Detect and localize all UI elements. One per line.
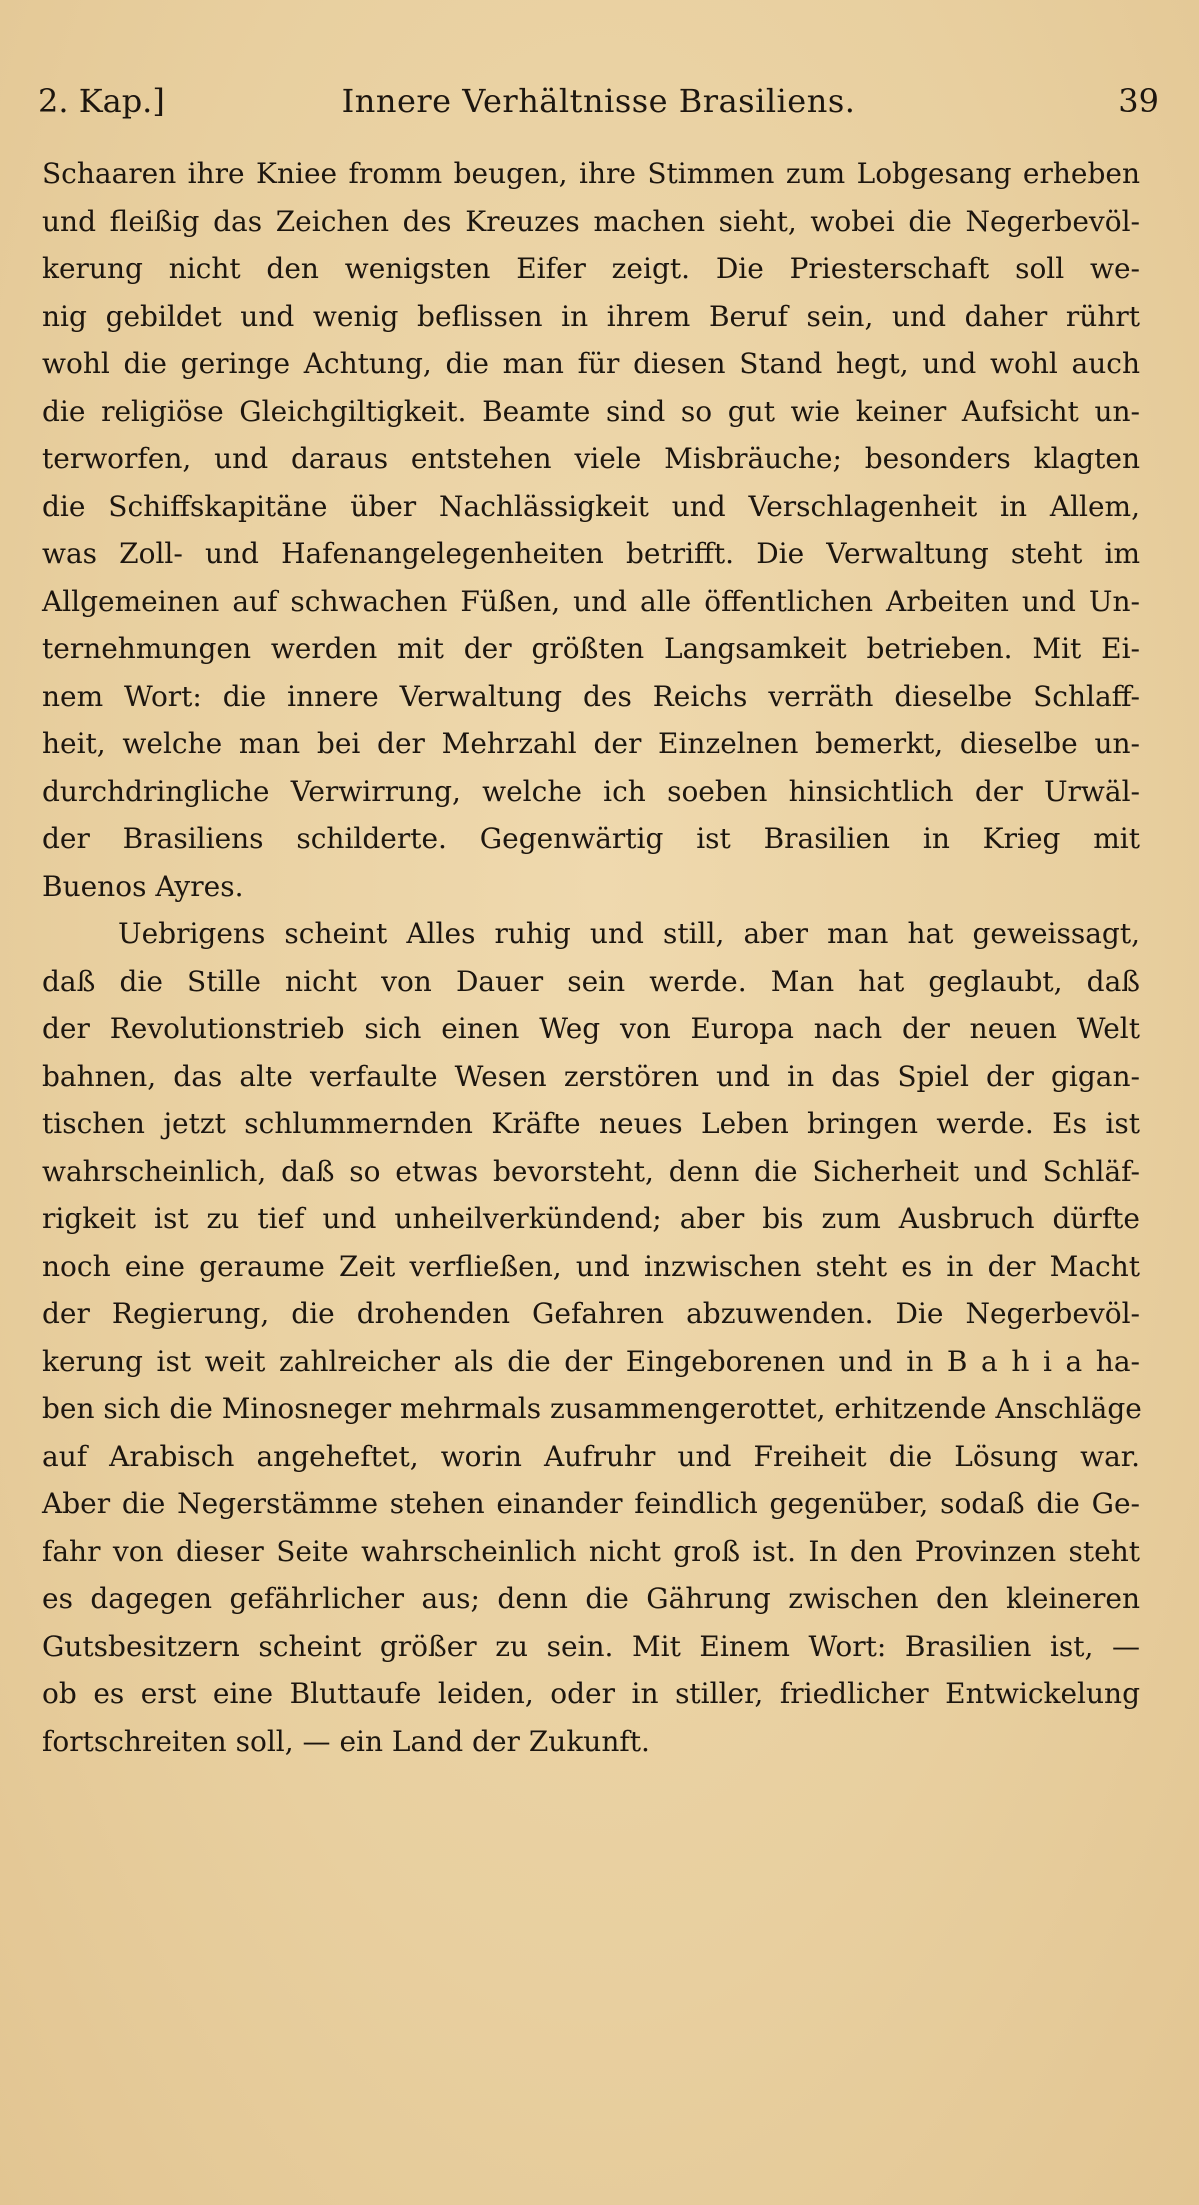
text-line: terworfen, und daraus entstehen viele Misbräuche; besonders klagten	[42, 442, 1140, 475]
text-line: ben sich die Minosneger mehrmals zusammengerottet, erhitzende Anschläge	[42, 1392, 1142, 1425]
text-line: Aber die Negerstämme stehen einander feindlich gegenüber, sodaß die Ge-	[42, 1487, 1140, 1520]
text-line: und fleißig das Zeichen des Kreuzes machen sieht, wobei die Negerbevöl-	[42, 204, 1140, 238]
text-line: Schaaren ihre Kniee fromm beugen, ihre Stimmen zum Lobgesang erheben	[42, 157, 1140, 190]
text-line: kerung ist weit zahlreicher als die der Eingeborenen und in B a h i a ha-	[42, 1344, 1140, 1378]
text-line: nem Wort: die innere Verwaltung des Reichs verräth dieselbe Schlaff-	[42, 679, 1140, 713]
text-line: heit, welche man bei der Mehrzahl der Einzelnen bemerkt, dieselbe un-	[42, 727, 1140, 760]
body-text	[42, 150, 1140, 1765]
text-line: der Brasiliens schilderte. Gegenwärtig ist Brasilien in Krieg mit	[42, 822, 1140, 855]
text-line: es dagegen gefährlicher aus; denn die Gährung zwischen den kleineren	[42, 1582, 1140, 1615]
text-line: auf Arabisch angeheftet, worin Aufruhr und Freiheit die Lösung war.	[42, 1439, 1140, 1473]
text-line: die Schiffskapitäne über Nachlässigkeit und Verschlagenheit in Allem,	[42, 489, 1140, 523]
text-line: Gutsbesitzern scheint größer zu sein. Mit Einem Wort: Brasilien ist, —	[42, 1629, 1140, 1663]
text-line: was Zoll- und Hafenangelegenheiten betrifft. Die Verwaltung steht im	[42, 537, 1140, 570]
text-line: nig gebildet und wenig beflissen in ihrem Beruf sein, und daher rührt	[42, 299, 1140, 333]
running-title: Innere Verhältnisse Brasiliens.	[341, 82, 856, 120]
text-line: daß die Stille nicht von Dauer sein werde. Man hat geglaubt, daß	[42, 964, 1140, 998]
text-line: rigkeit ist zu tief und unheilverkündend; aber bis zum Ausbruch dürfte	[42, 1202, 1140, 1235]
chapter-marker: 2. Kap.]	[38, 82, 165, 120]
text-line: bahnen, das alte verfaulte Wesen zerstören und in das Spiel der gigan-	[42, 1059, 1140, 1093]
text-line: fortschreiten soll, — ein Land der Zukunft.	[42, 1724, 650, 1758]
text-line: die religiöse Gleichgiltigkeit. Beamte sind so gut wie keiner Aufsicht un-	[42, 394, 1140, 428]
text-line: kerung nicht den wenigsten Eifer zeigt. Die Priesterschaft soll we-	[42, 252, 1140, 285]
text-line: Allgemeinen auf schwachen Füßen, und alle öffentlichen Arbeiten und Un-	[42, 584, 1140, 618]
text-line: ob es erst eine Bluttaufe leiden, oder in stiller, friedlicher Entwickelung	[42, 1677, 1140, 1710]
text-line: wohl die geringe Achtung, die man für diesen Stand hegt, und wohl auch	[42, 347, 1140, 380]
text-line: Buenos Ayres.	[42, 869, 244, 903]
text-line: wahrscheinlich, daß so etwas bevorsteht, denn die Sicherheit und Schläf-	[42, 1154, 1140, 1188]
text-line: der Regierung, die drohenden Gefahren abzuwenden. Die Negerbevöl-	[42, 1297, 1140, 1330]
text-line: tischen jetzt schlummernden Kräfte neues Leben bringen werde. Es ist	[42, 1107, 1140, 1140]
running-head	[38, 78, 1159, 124]
text-line: Uebrigens scheint Alles ruhig und still, aber man hat geweissagt,	[118, 917, 1140, 950]
text-line: fahr von dieser Seite wahrscheinlich nicht groß ist. In den Provinzen steht	[42, 1534, 1140, 1568]
text-line: der Revolutionstrieb sich einen Weg von Europa nach der neuen Welt	[42, 1012, 1140, 1045]
text-line: durchdringliche Verwirrung, welche ich soeben hinsichtlich der Urwäl-	[42, 774, 1140, 808]
text-line: noch eine geraume Zeit verfließen, und inzwischen steht es in der Macht	[42, 1249, 1140, 1283]
text-line: ternehmungen werden mit der größten Langsamkeit betrieben. Mit Ei-	[42, 632, 1140, 665]
page-number: 39	[1118, 82, 1159, 120]
